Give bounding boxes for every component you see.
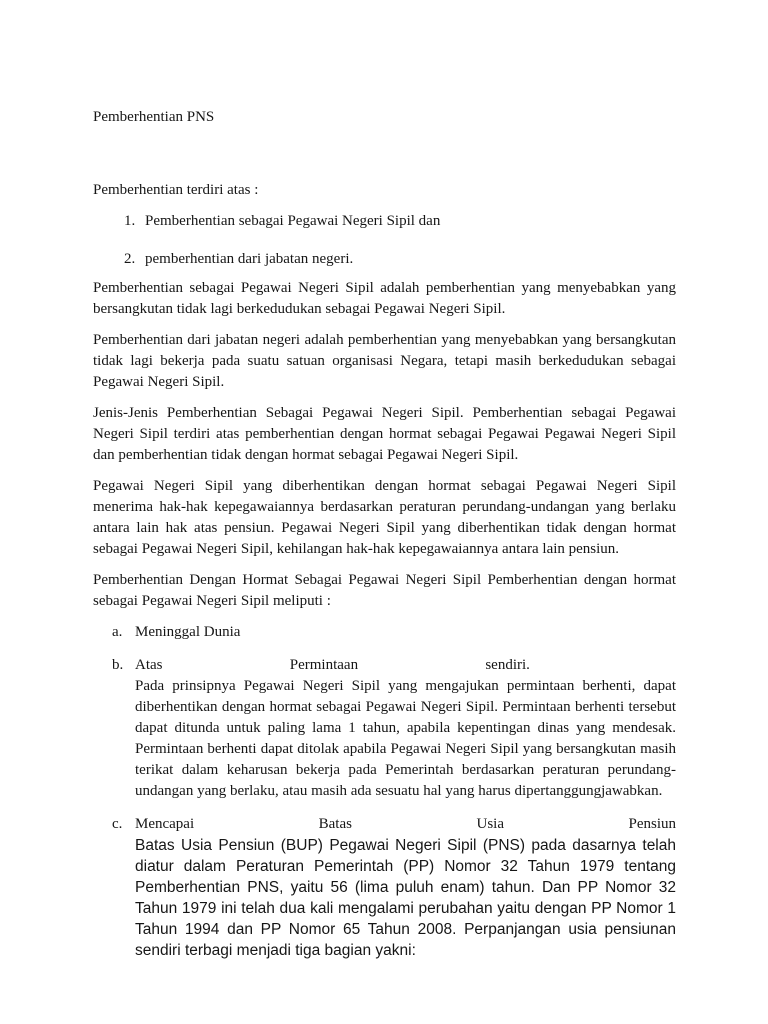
item-body-text: Batas Usia Pensiun (BUP) Pegawai Negeri Sipil (PNS) pada dasarnya telah diatur dalam Peraturan Pemerintah (PP) Nomor 32 Tahun 1979 tentang Pemberhentian PNS, yaitu 56 (lima puluh enam) tahun. Dan PP Nomor 32 Tahun 1979 ini telah dua kali mengalami perubahan yaitu dengan PP Nomor 1 Tahun 1994 dan PP Nomor 65 Tahun 2008. Perpanjangan usia pensiunan sendiri terbagi menjadi tiga bagian yakni: [135,837,676,959]
list-marker: a. [112,624,123,640]
list-item-a [93,622,676,643]
paragraph: Jenis-Jenis Pemberhentian Sebagai Pegawai Negeri Sipil. Pemberhentian sebagai Pegawai Negeri Sipil terdiri atas pemberhentian dengan hormat sebagai Pegawai Pegawai Negeri Sipil dan pemberhentian tidak dengan hormat sebagai Pegawai Negeri Sipil. [93,405,676,463]
list-text: pemberhentian dari jabatan negeri. [145,251,354,267]
list-item [93,211,676,232]
item-heading: Meninggal Dunia [135,624,241,640]
list-text: Pemberhentian sebagai Pegawai Negeri Sipil dan [145,213,441,229]
list-marker: b. [112,657,124,673]
lettered-list [93,622,676,961]
list-item-body [135,814,676,961]
item-heading: Atas Permintaan sendiri. [135,657,530,673]
document-title: Pemberhentian PNS [93,109,215,125]
document-content [93,107,676,973]
item-body-text: Pada prinsipnya Pegawai Negeri Sipil yang mengajukan permintaan berhenti, dapat diberhentikan dengan hormat sebagai Pegawai Negeri Sipil. Permintaan berhenti tersebut dapat ditunda untuk paling lama 1 tahun, apabila kepentingan dinas yang mendesak. Permintaan berhenti dapat ditolak apabila Pegawai Negeri Sipil yang bersangkutan masih terikat dalam keharusan bekerja pada Pemerintah berdasarkan peraturan perundang-undangan yang berlaku, atau masih ada sesuatu hal yang harus dipertanggungjawabkan. [135,678,676,799]
item-heading: Mencapai Batas Usia Pensiun [135,816,676,832]
list-marker: 2. [124,251,136,267]
list-item-b [93,655,676,802]
list-marker: 1. [124,213,136,229]
list-item-body [135,655,676,802]
numbered-list [93,211,676,270]
list-item-body [135,622,676,643]
paragraph: Pemberhentian Dengan Hormat Sebagai Pegawai Negeri Sipil Pemberhentian dengan hormat sebagai Pegawai Negeri Sipil meliputi : [93,572,676,609]
paragraph: Pemberhentian dari jabatan negeri adalah pemberhentian yang menyebabkan yang bersangkutan tidak lagi bekerja pada suatu satuan organisasi Negara, tetapi masih berkedudukan sebagai Pegawai Negeri Sipil. [93,332,676,390]
list-item-c [93,814,676,961]
list-marker: c. [112,816,123,832]
list-item [93,249,676,270]
intro-text: Pemberhentian terdiri atas : [93,182,259,198]
paragraph: Pegawai Negeri Sipil yang diberhentikan dengan hormat sebagai Pegawai Negeri Sipil menerima hak-hak kepegawaiannya berdasarkan peraturan perundang-undangan yang berlaku antara lain hak atas pensiun. Pegawai Negeri Sipil yang diberhentikan tidak dengan hormat sebagai Pegawai Negeri Sipil, kehilangan hak-hak kepegawaiannya antara lain pensiun. [93,478,676,557]
paragraph: Pemberhentian sebagai Pegawai Negeri Sipil adalah pemberhentian yang menyebabkan yang bersangkutan tidak lagi berkedudukan sebagai Pegawai Negeri Sipil. [93,280,676,317]
